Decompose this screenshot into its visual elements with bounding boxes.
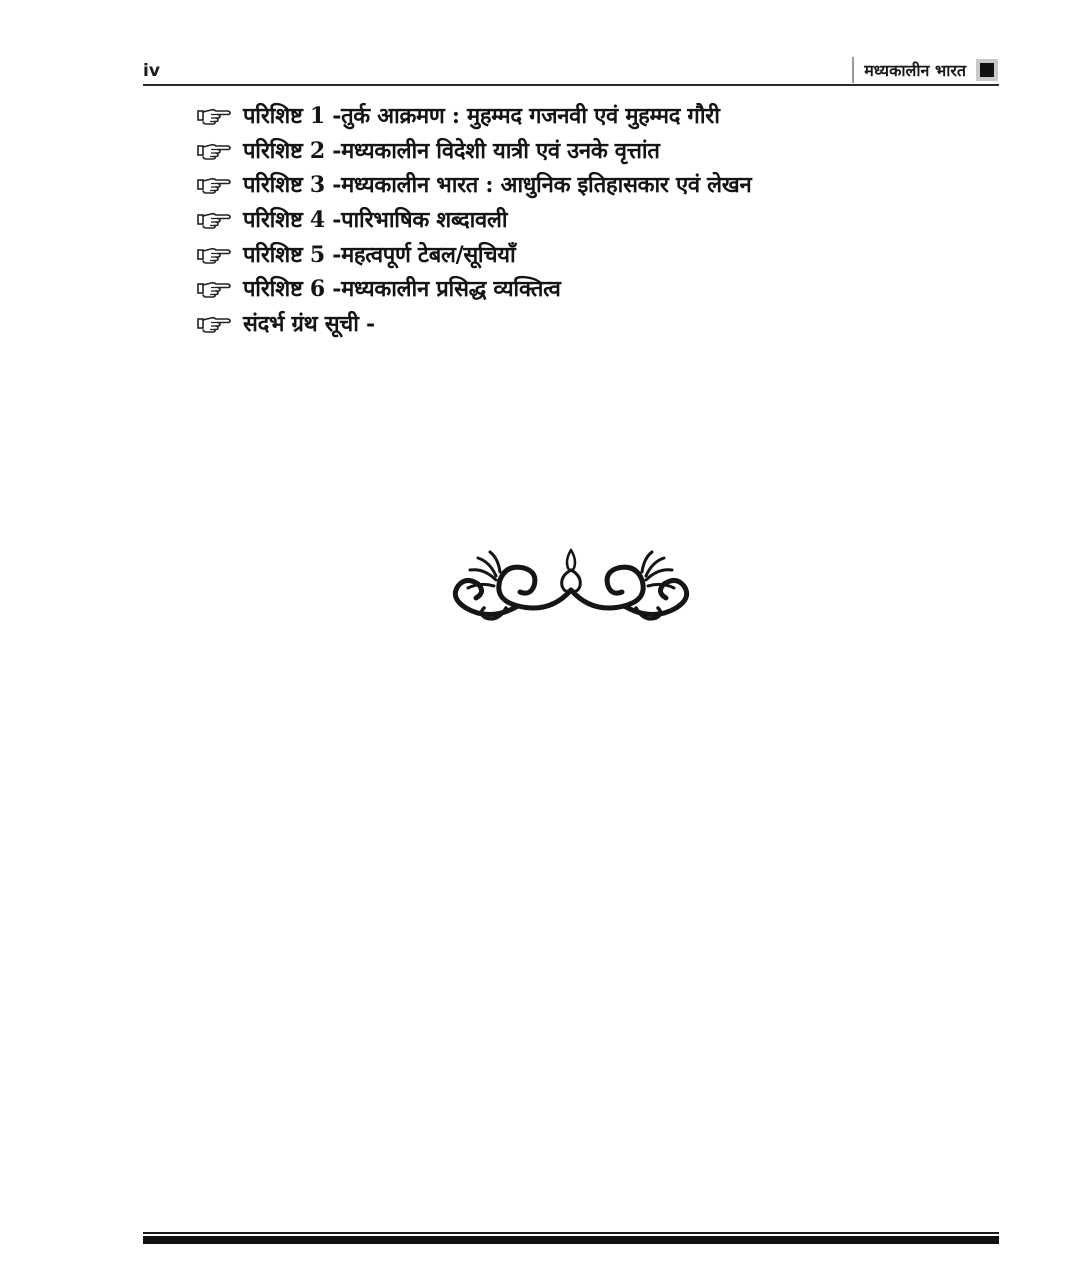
item-text: महत्वपूर्ण टेबल/सूचियाँ <box>341 241 516 268</box>
square-marker-icon <box>976 59 998 81</box>
pointing-hand-icon <box>197 174 231 194</box>
running-head <box>852 56 998 84</box>
item-text: मध्यकालीन विदेशी यात्री एवं उनके वृत्तांत <box>341 137 660 164</box>
page-number: iv <box>143 61 160 81</box>
pointing-hand-icon <box>197 244 231 264</box>
pointing-hand-icon <box>197 278 231 298</box>
item-text: पारिभाषिक शब्दावली <box>341 207 508 234</box>
list-item <box>197 98 751 133</box>
item-text: मध्यकालीन प्रसिद्ध व्यक्तित्व <box>341 276 561 303</box>
running-head-title: मध्यकालीन भारत <box>864 61 966 80</box>
footer-rule <box>143 1232 999 1234</box>
item-label: परिशिष्ट 2 - <box>243 137 342 164</box>
item-label: संदर्भ ग्रंथ सूची - <box>243 310 375 337</box>
floral-ornament-icon <box>446 546 696 628</box>
item-label: परिशिष्ट 6 - <box>243 276 342 303</box>
item-label: परिशिष्ट 3 - <box>243 172 342 199</box>
list-item <box>197 167 751 202</box>
item-text: मध्यकालीन भारत : आधुनिक इतिहासकार एवं लेखन <box>341 172 752 199</box>
list-item <box>197 306 751 341</box>
pointing-hand-icon <box>197 313 231 333</box>
item-text: तुर्क आक्रमण : मुहम्मद गजनवी एवं मुहम्मद गौरी <box>341 103 720 130</box>
footer-rule-thick <box>143 1236 999 1244</box>
appendix-list <box>197 98 751 340</box>
header-rule <box>143 84 999 86</box>
list-item <box>197 133 751 168</box>
item-label: परिशिष्ट 1 - <box>243 103 342 130</box>
list-item <box>197 202 751 237</box>
pointing-hand-icon <box>197 105 231 125</box>
pointing-hand-icon <box>197 140 231 160</box>
item-label: परिशिष्ट 5 - <box>243 241 342 268</box>
list-item <box>197 271 751 306</box>
running-head-separator <box>852 57 854 83</box>
pointing-hand-icon <box>197 209 231 229</box>
item-label: परिशिष्ट 4 - <box>243 207 342 234</box>
list-item <box>197 236 751 271</box>
